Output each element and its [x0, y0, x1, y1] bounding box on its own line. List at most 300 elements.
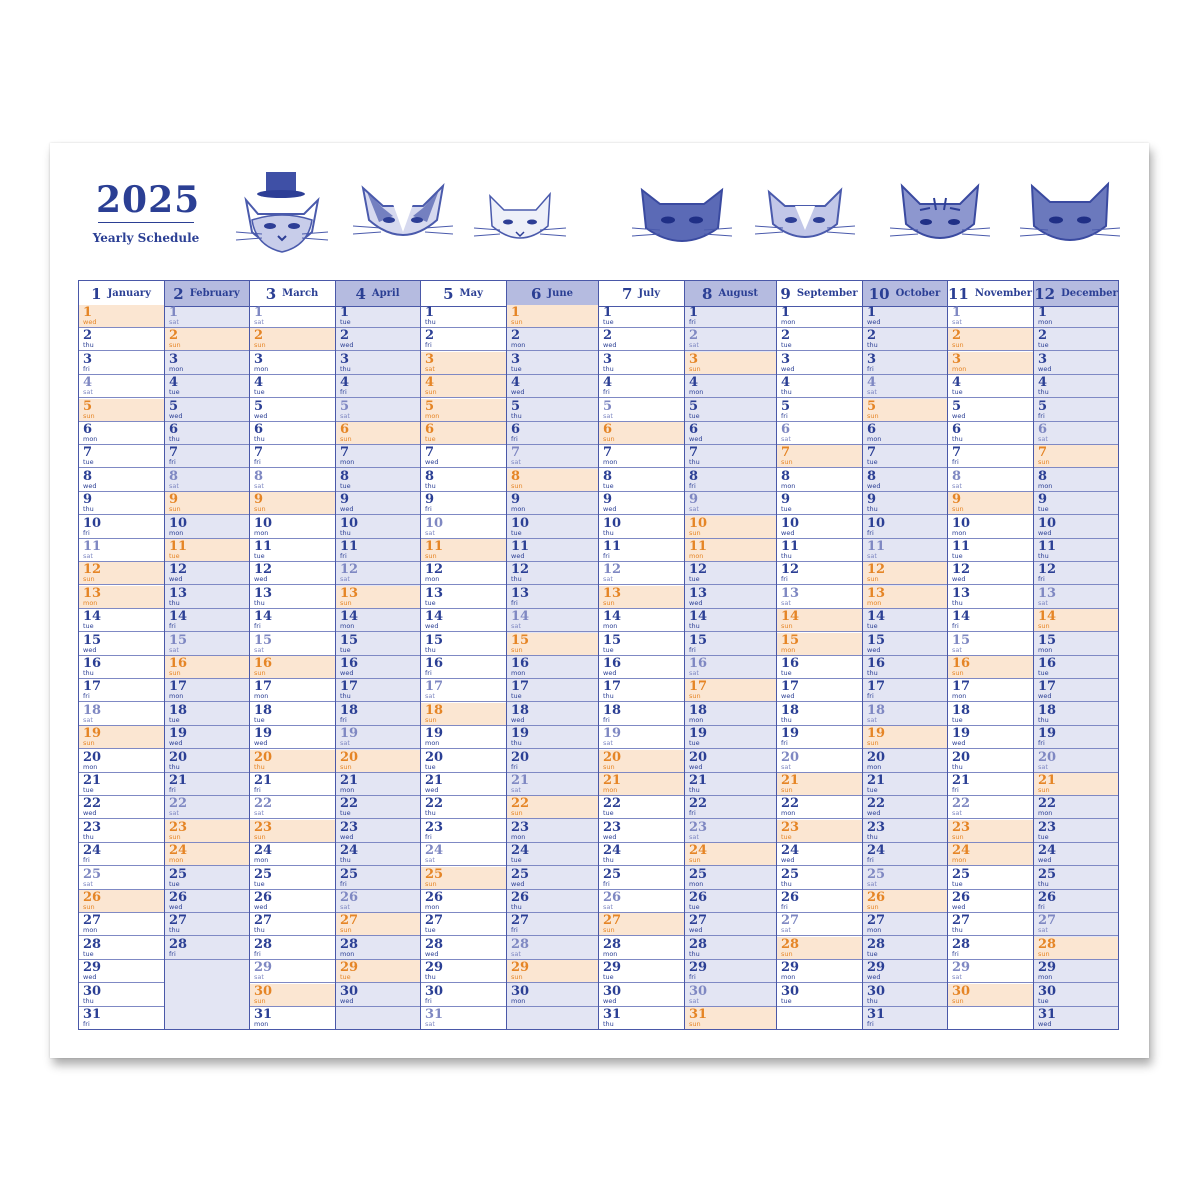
day-cell[interactable]	[164, 445, 249, 468]
day-cell[interactable]	[862, 1007, 947, 1030]
day-cell[interactable]	[1033, 960, 1119, 983]
day-cell[interactable]	[947, 984, 1033, 1007]
day-cell[interactable]	[776, 867, 862, 890]
day-cell[interactable]	[1033, 726, 1119, 749]
day-cell[interactable]	[947, 633, 1033, 656]
day-cell[interactable]	[862, 492, 947, 515]
day-cell[interactable]	[78, 399, 164, 422]
day-cell[interactable]	[420, 492, 506, 515]
day-cell[interactable]	[1033, 984, 1119, 1007]
day-cell[interactable]	[598, 586, 684, 609]
day-cell[interactable]	[420, 703, 506, 726]
day-cell[interactable]	[78, 469, 164, 492]
day-cell[interactable]	[947, 867, 1033, 890]
day-cell[interactable]	[947, 890, 1033, 913]
day-cell[interactable]	[1033, 422, 1119, 445]
day-cell[interactable]	[1033, 399, 1119, 422]
day-cell[interactable]	[164, 492, 249, 515]
day-cell[interactable]	[78, 539, 164, 562]
day-cell[interactable]	[506, 586, 598, 609]
day-cell[interactable]	[862, 305, 947, 328]
day-cell[interactable]	[776, 469, 862, 492]
day-cell[interactable]	[164, 352, 249, 375]
day-cell[interactable]	[249, 609, 335, 632]
day-cell[interactable]	[78, 609, 164, 632]
day-cell[interactable]	[684, 539, 776, 562]
day-cell[interactable]	[947, 843, 1033, 866]
day-cell[interactable]	[164, 562, 249, 585]
day-cell[interactable]	[947, 656, 1033, 679]
day-cell[interactable]	[862, 445, 947, 468]
day-cell[interactable]	[249, 890, 335, 913]
day-cell[interactable]	[506, 984, 598, 1007]
day-cell[interactable]	[335, 422, 420, 445]
day-cell[interactable]	[598, 703, 684, 726]
day-cell[interactable]	[862, 422, 947, 445]
day-cell[interactable]	[506, 703, 598, 726]
day-cell[interactable]	[776, 820, 862, 843]
day-cell[interactable]	[776, 539, 862, 562]
day-cell[interactable]	[947, 820, 1033, 843]
day-cell[interactable]	[1033, 445, 1119, 468]
day-cell[interactable]	[249, 960, 335, 983]
day-cell[interactable]	[335, 843, 420, 866]
day-cell[interactable]	[164, 305, 249, 328]
day-cell[interactable]	[598, 867, 684, 890]
day-cell[interactable]	[335, 890, 420, 913]
day-cell[interactable]	[1033, 913, 1119, 936]
day-cell[interactable]	[249, 586, 335, 609]
day-cell[interactable]	[862, 960, 947, 983]
day-cell[interactable]	[776, 726, 862, 749]
day-cell[interactable]	[776, 843, 862, 866]
day-cell[interactable]	[78, 703, 164, 726]
day-cell[interactable]	[947, 750, 1033, 773]
day-cell[interactable]	[1033, 562, 1119, 585]
day-cell[interactable]	[947, 352, 1033, 375]
day-cell[interactable]	[776, 609, 862, 632]
day-cell[interactable]	[420, 586, 506, 609]
day-cell[interactable]	[249, 328, 335, 351]
day-cell[interactable]	[164, 516, 249, 539]
day-cell[interactable]	[1033, 796, 1119, 819]
day-cell[interactable]	[598, 492, 684, 515]
day-cell[interactable]	[78, 960, 164, 983]
day-cell[interactable]	[776, 984, 862, 1007]
day-cell[interactable]	[862, 867, 947, 890]
day-cell[interactable]	[335, 633, 420, 656]
day-cell[interactable]	[1033, 773, 1119, 796]
day-cell[interactable]	[862, 937, 947, 960]
day-cell[interactable]	[78, 1007, 164, 1030]
day-cell[interactable]	[78, 352, 164, 375]
day-cell[interactable]	[506, 539, 598, 562]
day-cell[interactable]	[598, 375, 684, 398]
day-cell[interactable]	[506, 492, 598, 515]
day-cell[interactable]	[335, 445, 420, 468]
day-cell[interactable]	[506, 516, 598, 539]
day-cell[interactable]	[420, 820, 506, 843]
day-cell[interactable]	[249, 633, 335, 656]
day-cell[interactable]	[420, 633, 506, 656]
day-cell[interactable]	[164, 679, 249, 702]
day-cell[interactable]	[335, 937, 420, 960]
day-cell[interactable]	[862, 399, 947, 422]
day-cell[interactable]	[684, 562, 776, 585]
day-cell[interactable]	[249, 1007, 335, 1030]
day-cell[interactable]	[947, 609, 1033, 632]
day-cell[interactable]	[164, 890, 249, 913]
day-cell[interactable]	[684, 609, 776, 632]
day-cell[interactable]	[164, 843, 249, 866]
day-cell[interactable]	[335, 656, 420, 679]
day-cell[interactable]	[420, 328, 506, 351]
day-cell[interactable]	[420, 960, 506, 983]
day-cell[interactable]	[862, 633, 947, 656]
day-cell[interactable]	[1033, 469, 1119, 492]
day-cell[interactable]	[335, 516, 420, 539]
day-cell[interactable]	[335, 375, 420, 398]
day-cell[interactable]	[249, 937, 335, 960]
day-cell[interactable]	[78, 984, 164, 1007]
day-cell[interactable]	[78, 586, 164, 609]
day-cell[interactable]	[335, 913, 420, 936]
day-cell[interactable]	[776, 937, 862, 960]
day-cell[interactable]	[78, 843, 164, 866]
day-cell[interactable]	[164, 633, 249, 656]
day-cell[interactable]	[506, 890, 598, 913]
day-cell[interactable]	[947, 679, 1033, 702]
day-cell[interactable]	[684, 445, 776, 468]
day-cell[interactable]	[420, 867, 506, 890]
day-cell[interactable]	[164, 913, 249, 936]
day-cell[interactable]	[684, 352, 776, 375]
day-cell[interactable]	[506, 679, 598, 702]
day-cell[interactable]	[506, 375, 598, 398]
day-cell[interactable]	[862, 773, 947, 796]
day-cell[interactable]	[420, 913, 506, 936]
day-cell[interactable]	[862, 726, 947, 749]
day-cell[interactable]	[249, 913, 335, 936]
day-cell[interactable]	[598, 352, 684, 375]
day-cell[interactable]	[506, 469, 598, 492]
day-cell[interactable]	[598, 796, 684, 819]
day-cell[interactable]	[776, 516, 862, 539]
day-cell[interactable]	[684, 656, 776, 679]
day-cell[interactable]	[335, 492, 420, 515]
day-cell[interactable]	[1033, 890, 1119, 913]
day-cell[interactable]	[420, 399, 506, 422]
day-cell[interactable]	[249, 867, 335, 890]
day-cell[interactable]	[684, 703, 776, 726]
day-cell[interactable]	[249, 726, 335, 749]
day-cell[interactable]	[862, 516, 947, 539]
day-cell[interactable]	[164, 328, 249, 351]
day-cell[interactable]	[862, 796, 947, 819]
day-cell[interactable]	[78, 445, 164, 468]
day-cell[interactable]	[335, 679, 420, 702]
day-cell[interactable]	[335, 773, 420, 796]
day-cell[interactable]	[249, 305, 335, 328]
day-cell[interactable]	[598, 516, 684, 539]
day-cell[interactable]	[506, 656, 598, 679]
day-cell[interactable]	[335, 750, 420, 773]
day-cell[interactable]	[776, 328, 862, 351]
day-cell[interactable]	[420, 305, 506, 328]
day-cell[interactable]	[862, 586, 947, 609]
day-cell[interactable]	[335, 399, 420, 422]
day-cell[interactable]	[249, 703, 335, 726]
day-cell[interactable]	[249, 352, 335, 375]
day-cell[interactable]	[684, 586, 776, 609]
day-cell[interactable]	[684, 726, 776, 749]
day-cell[interactable]	[1033, 305, 1119, 328]
day-cell[interactable]	[684, 1007, 776, 1030]
day-cell[interactable]	[78, 375, 164, 398]
day-cell[interactable]	[420, 445, 506, 468]
day-cell[interactable]	[776, 913, 862, 936]
day-cell[interactable]	[249, 422, 335, 445]
day-cell[interactable]	[862, 328, 947, 351]
day-cell[interactable]	[776, 890, 862, 913]
day-cell[interactable]	[598, 890, 684, 913]
day-cell[interactable]	[684, 469, 776, 492]
day-cell[interactable]	[684, 937, 776, 960]
day-cell[interactable]	[420, 984, 506, 1007]
day-cell[interactable]	[684, 422, 776, 445]
day-cell[interactable]	[335, 820, 420, 843]
day-cell[interactable]	[776, 586, 862, 609]
day-cell[interactable]	[420, 1007, 506, 1030]
day-cell[interactable]	[335, 562, 420, 585]
day-cell[interactable]	[506, 305, 598, 328]
day-cell[interactable]	[164, 539, 249, 562]
day-cell[interactable]	[862, 843, 947, 866]
day-cell[interactable]	[506, 352, 598, 375]
day-cell[interactable]	[776, 796, 862, 819]
day-cell[interactable]	[164, 820, 249, 843]
day-cell[interactable]	[684, 305, 776, 328]
day-cell[interactable]	[598, 820, 684, 843]
day-cell[interactable]	[598, 445, 684, 468]
day-cell[interactable]	[420, 469, 506, 492]
day-cell[interactable]	[335, 867, 420, 890]
day-cell[interactable]	[335, 586, 420, 609]
day-cell[interactable]	[684, 867, 776, 890]
day-cell[interactable]	[1033, 750, 1119, 773]
day-cell[interactable]	[420, 656, 506, 679]
day-cell[interactable]	[684, 773, 776, 796]
day-cell[interactable]	[947, 913, 1033, 936]
day-cell[interactable]	[947, 539, 1033, 562]
day-cell[interactable]	[862, 656, 947, 679]
day-cell[interactable]	[862, 562, 947, 585]
day-cell[interactable]	[947, 703, 1033, 726]
day-cell[interactable]	[78, 422, 164, 445]
day-cell[interactable]	[598, 656, 684, 679]
day-cell[interactable]	[420, 937, 506, 960]
day-cell[interactable]	[335, 305, 420, 328]
day-cell[interactable]	[1033, 328, 1119, 351]
day-cell[interactable]	[249, 516, 335, 539]
day-cell[interactable]	[249, 656, 335, 679]
day-cell[interactable]	[598, 750, 684, 773]
day-cell[interactable]	[420, 539, 506, 562]
day-cell[interactable]	[684, 890, 776, 913]
day-cell[interactable]	[164, 773, 249, 796]
day-cell[interactable]	[598, 633, 684, 656]
day-cell[interactable]	[249, 796, 335, 819]
day-cell[interactable]	[164, 422, 249, 445]
day-cell[interactable]	[598, 726, 684, 749]
day-cell[interactable]	[947, 445, 1033, 468]
day-cell[interactable]	[776, 960, 862, 983]
day-cell[interactable]	[249, 750, 335, 773]
day-cell[interactable]	[420, 422, 506, 445]
day-cell[interactable]	[78, 750, 164, 773]
day-cell[interactable]	[506, 867, 598, 890]
day-cell[interactable]	[164, 469, 249, 492]
day-cell[interactable]	[78, 820, 164, 843]
day-cell[interactable]	[862, 750, 947, 773]
day-cell[interactable]	[684, 796, 776, 819]
day-cell[interactable]	[862, 352, 947, 375]
day-cell[interactable]	[420, 796, 506, 819]
day-cell[interactable]	[335, 609, 420, 632]
day-cell[interactable]	[249, 679, 335, 702]
day-cell[interactable]	[249, 469, 335, 492]
day-cell[interactable]	[947, 960, 1033, 983]
day-cell[interactable]	[1033, 867, 1119, 890]
day-cell[interactable]	[1033, 492, 1119, 515]
day-cell[interactable]	[164, 937, 249, 960]
day-cell[interactable]	[598, 1007, 684, 1030]
day-cell[interactable]	[506, 750, 598, 773]
day-cell[interactable]	[335, 984, 420, 1007]
day-cell[interactable]	[420, 773, 506, 796]
day-cell[interactable]	[1033, 516, 1119, 539]
day-cell[interactable]	[249, 539, 335, 562]
day-cell[interactable]	[1033, 539, 1119, 562]
day-cell[interactable]	[78, 492, 164, 515]
day-cell[interactable]	[684, 843, 776, 866]
day-cell[interactable]	[78, 726, 164, 749]
day-cell[interactable]	[947, 562, 1033, 585]
day-cell[interactable]	[947, 516, 1033, 539]
day-cell[interactable]	[862, 469, 947, 492]
day-cell[interactable]	[249, 399, 335, 422]
day-cell[interactable]	[598, 843, 684, 866]
day-cell[interactable]	[862, 375, 947, 398]
day-cell[interactable]	[684, 679, 776, 702]
day-cell[interactable]	[164, 656, 249, 679]
day-cell[interactable]	[420, 750, 506, 773]
day-cell[interactable]	[1033, 375, 1119, 398]
day-cell[interactable]	[947, 773, 1033, 796]
day-cell[interactable]	[164, 867, 249, 890]
day-cell[interactable]	[776, 773, 862, 796]
day-cell[interactable]	[598, 937, 684, 960]
day-cell[interactable]	[684, 492, 776, 515]
day-cell[interactable]	[776, 422, 862, 445]
day-cell[interactable]	[684, 913, 776, 936]
day-cell[interactable]	[506, 820, 598, 843]
day-cell[interactable]	[862, 984, 947, 1007]
day-cell[interactable]	[684, 750, 776, 773]
day-cell[interactable]	[776, 375, 862, 398]
day-cell[interactable]	[420, 375, 506, 398]
day-cell[interactable]	[506, 422, 598, 445]
day-cell[interactable]	[78, 328, 164, 351]
day-cell[interactable]	[776, 352, 862, 375]
day-cell[interactable]	[420, 679, 506, 702]
day-cell[interactable]	[420, 562, 506, 585]
day-cell[interactable]	[947, 375, 1033, 398]
day-cell[interactable]	[420, 843, 506, 866]
day-cell[interactable]	[335, 352, 420, 375]
day-cell[interactable]	[335, 539, 420, 562]
day-cell[interactable]	[598, 562, 684, 585]
day-cell[interactable]	[1033, 656, 1119, 679]
day-cell[interactable]	[947, 399, 1033, 422]
day-cell[interactable]	[420, 726, 506, 749]
day-cell[interactable]	[947, 492, 1033, 515]
day-cell[interactable]	[862, 609, 947, 632]
day-cell[interactable]	[598, 305, 684, 328]
day-cell[interactable]	[1033, 352, 1119, 375]
day-cell[interactable]	[506, 773, 598, 796]
day-cell[interactable]	[249, 843, 335, 866]
day-cell[interactable]	[335, 960, 420, 983]
day-cell[interactable]	[1033, 703, 1119, 726]
day-cell[interactable]	[78, 562, 164, 585]
day-cell[interactable]	[78, 305, 164, 328]
day-cell[interactable]	[947, 586, 1033, 609]
day-cell[interactable]	[164, 399, 249, 422]
day-cell[interactable]	[776, 399, 862, 422]
day-cell[interactable]	[598, 469, 684, 492]
day-cell[interactable]	[684, 399, 776, 422]
day-cell[interactable]	[598, 773, 684, 796]
day-cell[interactable]	[1033, 633, 1119, 656]
day-cell[interactable]	[776, 445, 862, 468]
day-cell[interactable]	[164, 750, 249, 773]
day-cell[interactable]	[249, 820, 335, 843]
day-cell[interactable]	[598, 328, 684, 351]
day-cell[interactable]	[1033, 820, 1119, 843]
day-cell[interactable]	[862, 679, 947, 702]
day-cell[interactable]	[164, 796, 249, 819]
day-cell[interactable]	[249, 984, 335, 1007]
day-cell[interactable]	[506, 445, 598, 468]
day-cell[interactable]	[335, 469, 420, 492]
day-cell[interactable]	[506, 562, 598, 585]
day-cell[interactable]	[598, 984, 684, 1007]
day-cell[interactable]	[684, 375, 776, 398]
day-cell[interactable]	[249, 773, 335, 796]
day-cell[interactable]	[598, 609, 684, 632]
day-cell[interactable]	[947, 726, 1033, 749]
day-cell[interactable]	[598, 399, 684, 422]
day-cell[interactable]	[776, 562, 862, 585]
day-cell[interactable]	[684, 820, 776, 843]
day-cell[interactable]	[506, 913, 598, 936]
day-cell[interactable]	[420, 609, 506, 632]
day-cell[interactable]	[164, 609, 249, 632]
day-cell[interactable]	[776, 305, 862, 328]
day-cell[interactable]	[862, 820, 947, 843]
day-cell[interactable]	[506, 796, 598, 819]
